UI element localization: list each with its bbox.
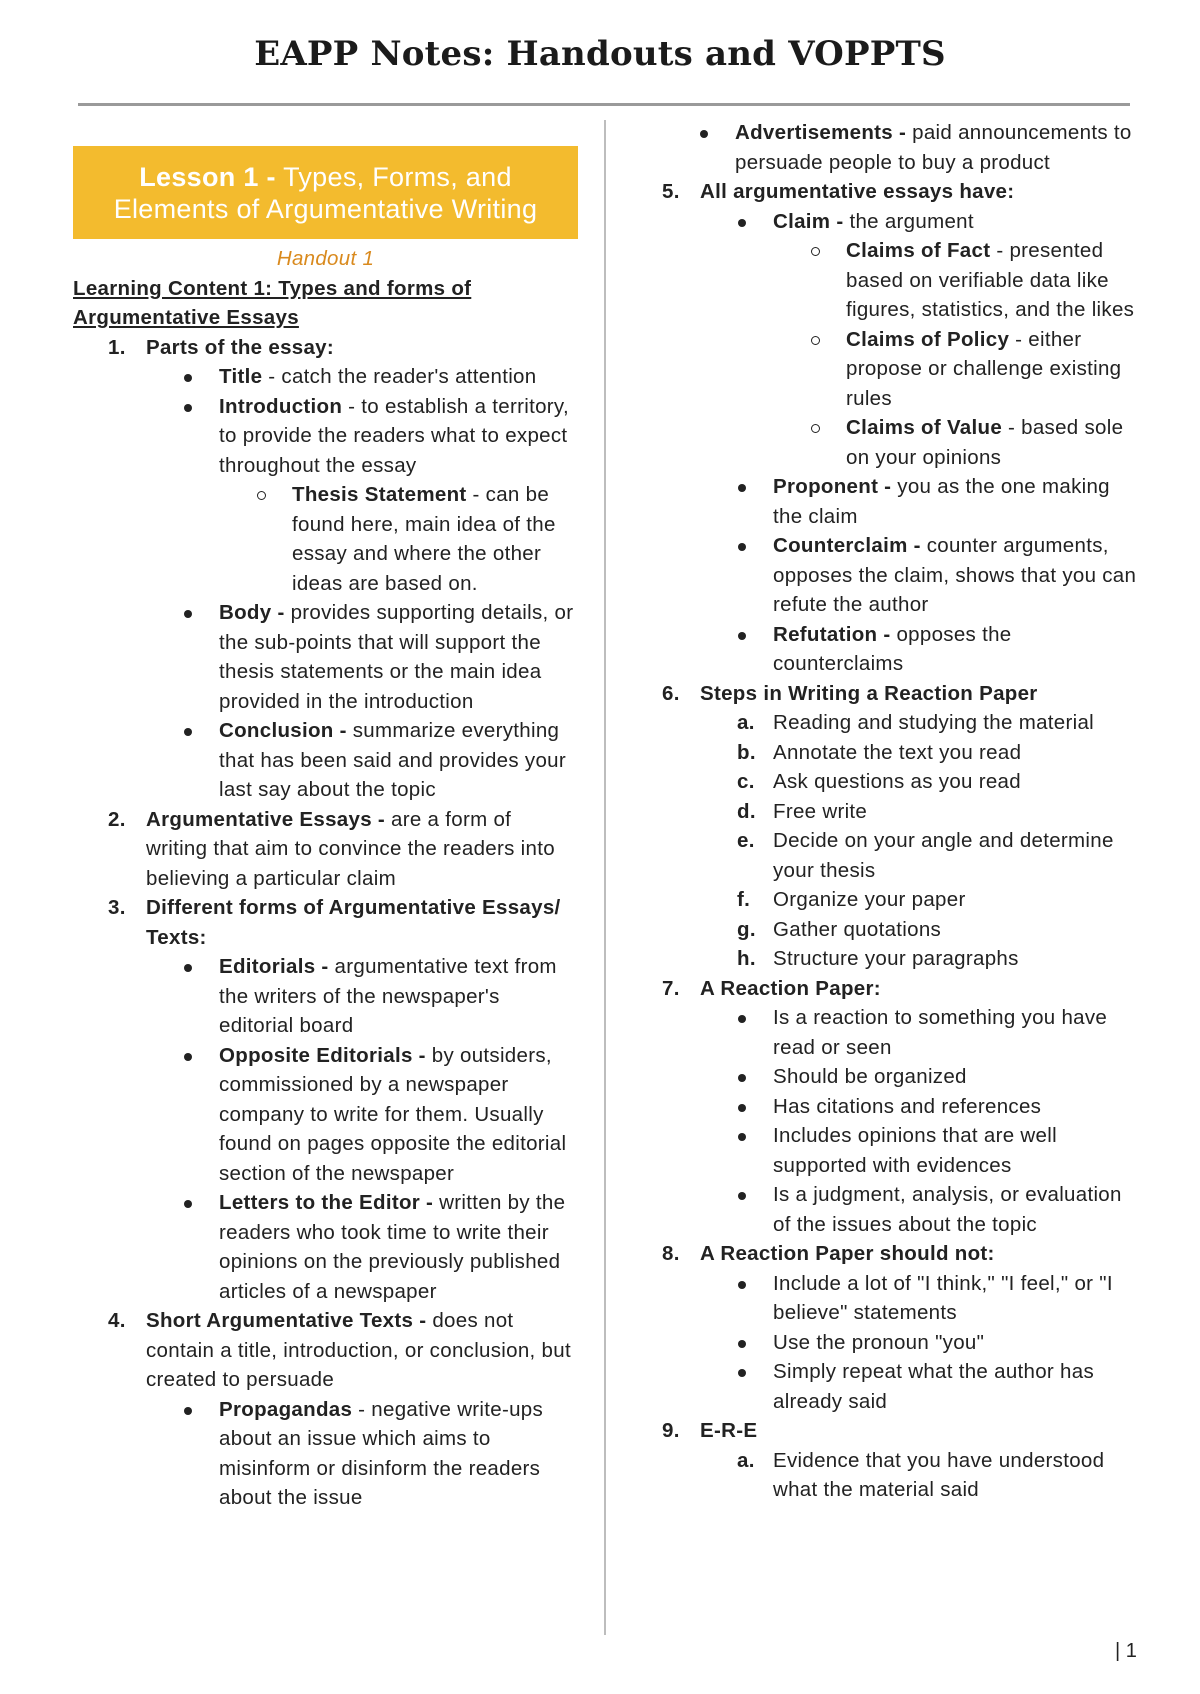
steps-list [700,708,1142,974]
term: Refutation - [773,622,891,646]
term: Title [219,365,263,388]
definition: summarize everything that has been said and provides your last say about the topic [219,719,566,801]
list-item [773,207,1142,473]
definition: - presented based on verifiable data like figures, statistics, and the likes [846,239,1135,321]
list-item [292,480,578,598]
page-number: | 1 [1115,1640,1137,1662]
term: Claim - [773,209,844,233]
term: Propagandas [219,1397,353,1421]
list-item: Include a lot of "I think," "I feel," or "I believe" statements [773,1269,1142,1328]
list-item: c. Ask questions as you read [773,767,1142,797]
term: Argumentative Essays - [146,807,386,831]
term: Thesis Statement [292,483,467,506]
section-title: A Reaction Paper should not: [700,1242,995,1265]
ere-list [700,1446,1142,1505]
term: Opposite Editorials - [219,1043,426,1067]
list-item: Has citations and references [773,1092,1142,1122]
section-title: Steps in Writing a Reaction Paper [700,681,1038,705]
short-texts-list-continued [662,118,1142,177]
main-list-left [73,333,578,1513]
list-item-short-argumentative [146,1306,578,1513]
claims-sub-list [773,236,1142,472]
term: Short Argumentative Texts - [146,1309,427,1332]
elements-list [700,207,1142,679]
list-item: Is a judgment, analysis, or evaluation of the issues about the topic [773,1180,1142,1239]
section-title: Different forms of Argumentative Essays/ Texts: [146,896,561,949]
sub-list [219,480,578,598]
list-item: a. Reading and studying the material [773,708,1142,738]
term: Claims of Value [846,416,1003,439]
lesson-header-box [73,146,578,239]
list-item: g. Gather quotations [773,915,1142,945]
definition: paid announcements to persuade people to buy a product [735,121,1132,174]
list-item: h. Structure your paragraphs [773,944,1142,974]
term: Proponent - [773,475,892,498]
list-item: b. Annotate the text you read [773,738,1142,768]
term: Counterclaim - [773,534,921,557]
term: Introduction [219,394,343,418]
reaction-paper-list [700,1003,1142,1239]
list-item [773,472,1142,531]
definition: opposes the counterclaims [773,622,1012,675]
left-column [73,146,578,1513]
list-item: f. Organize your paper [773,885,1142,915]
list-item: Includes opinions that are well supported with evidences [773,1121,1142,1180]
list-item-reaction-paper-should-not [700,1239,1142,1416]
right-column [662,118,1142,1505]
list-item [219,1395,578,1513]
list-item [773,531,1142,620]
list-item: d. Free write [773,797,1142,827]
title-divider [78,103,1130,106]
lesson-label: Lesson 1 - [139,162,276,192]
list-item [219,598,578,716]
list-item [219,1041,578,1189]
list-item [846,236,1142,325]
list-item: Use the pronoun "you" [773,1328,1142,1358]
definition: are a form of writing that aim to convince the readers into believing a particular claim [146,807,555,890]
list-item: Simply repeat what the author has already said [773,1357,1142,1416]
list-item [735,118,1142,177]
definition: - can be found here, main idea of the essay and where the other ideas are based on. [292,483,556,595]
term: Editorials - [219,955,329,978]
list-item [773,620,1142,679]
list-item-argumentative-essays [146,805,578,894]
definition: - negative write-ups about an issue which aims to misinform or disinform the readers about the issue [219,1397,544,1509]
list-item-ere [700,1416,1142,1505]
list-item [219,1188,578,1306]
list-item [846,413,1142,472]
term: Advertisements - [735,121,907,144]
definition: provides supporting details, or the sub-points that will support the thesis statements or the main idea provided in the introduction [219,601,574,713]
term: Claims of Fact [846,239,991,262]
definition: you as the one making the claim [773,475,1110,528]
section-title: Parts of the essay: [146,335,334,359]
definition: - to establish a territory, to provide the readers what to expect throughout the essay [219,394,569,477]
list-item [219,392,578,599]
section-title: All argumentative essays have: [700,180,1015,203]
list-item [219,716,578,805]
definition: argumentative text from the writers of the newspaper's editorial board [219,955,557,1037]
definition: does not contain a title, introduction, or conclusion, but created to persuade [146,1309,571,1391]
handout-label: Handout 1 [276,247,375,270]
should-not-list [700,1269,1142,1417]
section-title: E-R-E [700,1419,758,1442]
page-title: EAPP Notes: Handouts and VOPPTS [254,34,946,74]
list-item-reaction-paper [700,974,1142,1240]
term: Claims of Policy [846,327,1010,351]
list-item: a. Evidence that you have understood what the material said [773,1446,1142,1505]
list-item: e. Decide on your angle and determine your thesis [773,826,1142,885]
list-item-essay-elements [700,177,1142,679]
definition: - based sole on your opinions [846,416,1124,469]
definition: - either propose or challenge existing rules [846,327,1122,410]
list-item-steps-reaction-paper [700,679,1142,974]
learning-content-heading: Learning Content 1: Types and forms of Argumentative Essays [73,276,472,329]
list-item [846,325,1142,414]
list-item: Should be organized [773,1062,1142,1092]
definition: by outsiders, commissioned by a newspaper company to write for them. Usually found on pages opposite the editorial section of the newspaper [219,1043,567,1185]
list-item [219,952,578,1041]
definition: - catch the reader's attention [262,365,537,388]
main-list-right [662,177,1142,1505]
section-title: A Reaction Paper: [700,976,881,1000]
list-item-parts-of-essay [146,333,578,805]
term: Body - [219,601,285,624]
list-item [219,362,578,392]
short-texts-list [146,1395,578,1513]
term: Conclusion - [219,719,347,742]
term: Letters to the Editor - [219,1191,434,1214]
definition: counter arguments, opposes the claim, shows that you can refute the author [773,534,1137,616]
column-divider [604,120,606,1635]
parts-list [146,362,578,805]
lesson-title: Types, Forms, and Elements of Argumentative Writing [113,162,538,224]
forms-list [146,952,578,1306]
list-item-different-forms [146,893,578,1306]
definition: written by the readers who took time to write their opinions on the previously published articles of a newspaper [219,1191,566,1303]
definition: the argument [843,209,974,233]
list-item: Is a reaction to something you have read or seen [773,1003,1142,1062]
